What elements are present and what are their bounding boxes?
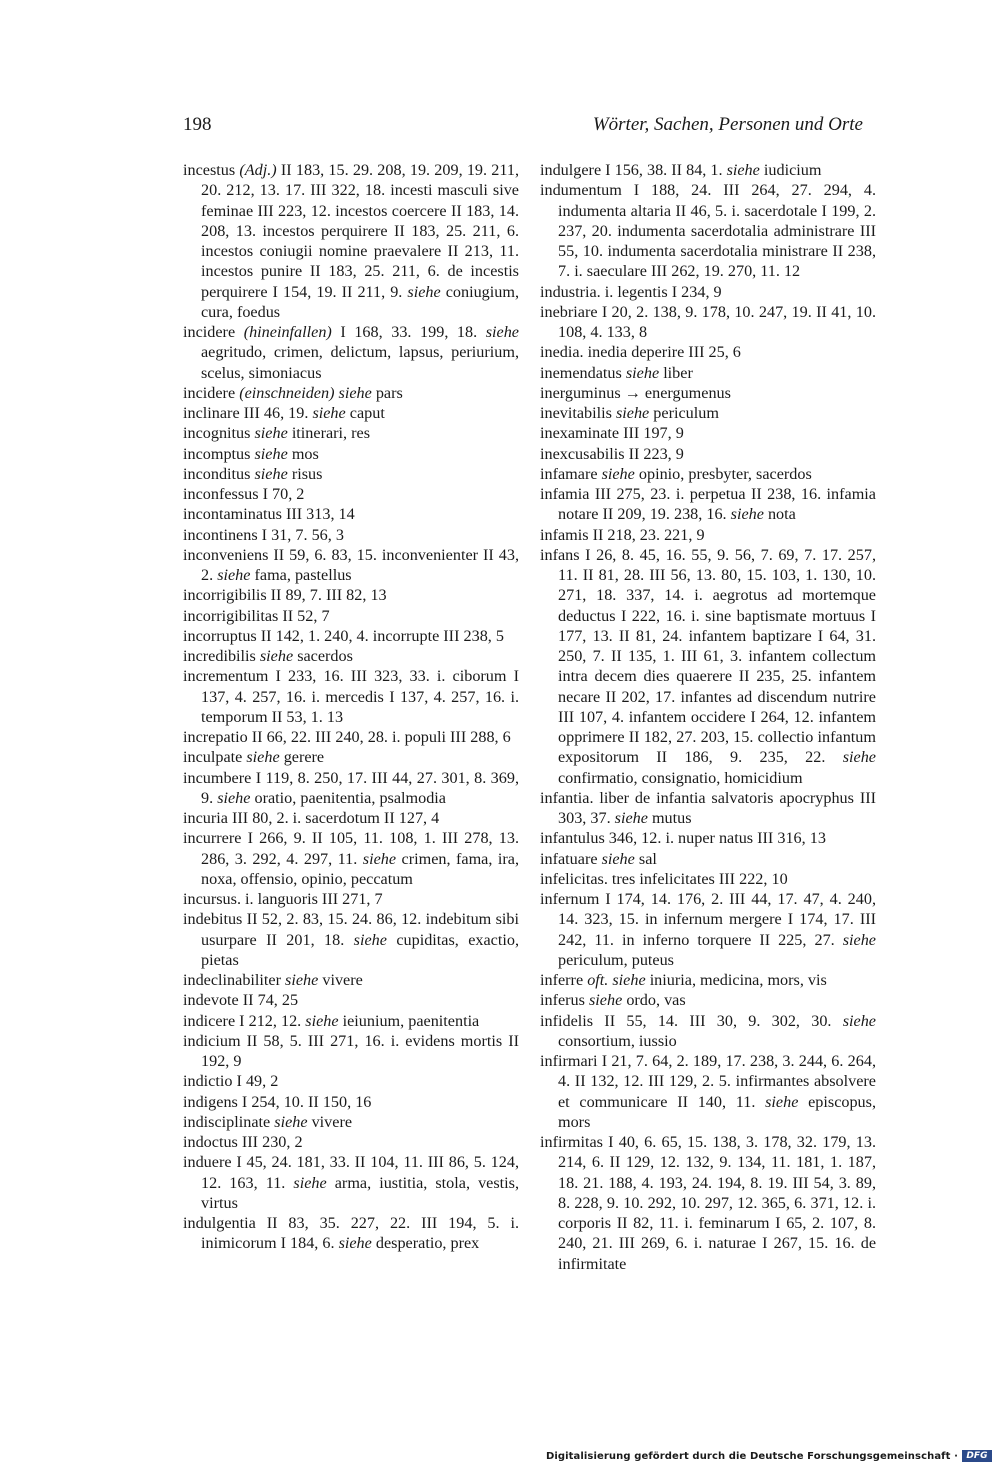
- index-entry: indumentum I 188, 24. III 264, 27. 294, 4. indumenta altaria II 46, 5. i. sacerdotale I 199, 2. 237, 20. indumenta sacerdotalia administrare III 55, 10. indumenta sacerdotalia ministrare II 238, 7. i. saeculare III 262, 19. 270, 11. 12: [540, 181, 876, 281]
- index-entry: inexaminate III 197, 9: [540, 424, 684, 443]
- index-entry: incestus (Adj.) II 183, 15. 29. 208, 19. 209, 19. 211, 20. 212, 13. 17. III 322, 18. incesti masculi sive feminae III 223, 12. incestos coercere II 183, 14. 208, 13. incestos perquirere II 183, 25. 211, 6. incestos coniugii nomine praevalere II 213, 11. incestos punire II 183, 25. 211, 6. de incestis perquirere I 154, 19. II 211, 9. siehe coniugium, cura, foedus: [183, 161, 520, 321]
- footer-text: Digitalisierung gefördert durch die Deutsche Forschungsgemeinschaft ·: [545, 1450, 958, 1462]
- index-entry: infans I 26, 8. 45, 16. 55, 9. 56, 7. 69, 7. 17. 257, 11. II 81, 28. III 56, 13. 80, 15. 103, 1. 130, 10. 271, 18. 337, 14. i. aegrotus ad mortemque deductus I 222, 16. i. sine baptismate mortuus I 177, 13. II 81, 24. infantem baptizare I 64, 31. 250, 7. II 135, 1. III 61, 3. infantem collectum intra decem dies quaerere II 235, 25. infantem necare II 202, 17. infantes ad discendum nutrire III 107, 4. infantem occidere I 264, 12. infantem opprimere II 182, 27. 203, 15. collectio infantum expositorum II 186, 9. 235, 22. siehe confirmatio, consignatio, homicidium: [540, 545, 876, 787]
- index-entry: infernum I 174, 14. 176, 2. III 44, 17. 47, 4. 240, 14. 323, 15. in infernum mergere I 174, 17. III 242, 11. in inferno torquere II 225, 27. siehe periculum, puteus: [540, 890, 876, 969]
- index-entry: incorruptus II 142, 1. 240, 4. incorrupte III 238, 5: [183, 626, 504, 645]
- index-entry: infantia. liber de infantia salvatoris apocryphus III 303, 37. siehe mutus: [540, 788, 876, 827]
- index-entry: infirmari I 21, 7. 64, 2. 189, 17. 238, 3. 244, 6. 264, 4. II 132, 12. III 129, 2. 5. infirmantes absolvere et communicare II 140, 11. siehe episcopus, mors: [540, 1052, 876, 1131]
- index-entry: incontinens I 31, 7. 56, 3: [183, 525, 344, 544]
- index-entry: infantulus 346, 12. i. nuper natus III 316, 13: [540, 829, 826, 848]
- index-entry: infirmitas I 40, 6. 65, 15. 138, 3. 178, 32. 179, 13. 214, 6. II 129, 12. 132, 9. 134, 11. 181, 1. 187, 18. 21. 188, 4. 193, 24. 194, 8. 19. III 54, 3. 89, 8. 228, 9. 10. 292, 10. 297, 12. 365, 6. 371, 12. i. corporis II 82, 11. i. feminarum I 65, 2. 107, 8. 240, 21. III 269, 6. i. naturae I 267, 15. 16. de infirmitate: [540, 1133, 876, 1273]
- index-entry: infelicitas. tres infelicitates III 222, 10: [540, 869, 788, 888]
- index-column-left: [183, 160, 519, 1254]
- index-entry: indeclinabiliter siehe vivere: [183, 971, 363, 989]
- page-header: [183, 114, 863, 144]
- index-entry: inconfessus I 70, 2: [183, 485, 305, 503]
- index-entry: inedia. inedia deperire III 25, 6: [540, 343, 741, 362]
- index-entry: inerguminus → energumenus: [540, 383, 731, 402]
- index-entry: incursus. i. languoris III 271, 7: [183, 890, 383, 908]
- index-entry: indulgere I 156, 38. II 84, 1. siehe iudicium: [540, 161, 822, 179]
- index-entry: incrementum I 233, 16. III 323, 33. i. ciborum I 137, 4. 257, 16. i. mercedis I 137, 4. 257, 16. i. temporum II 53, 1. 13: [183, 667, 519, 726]
- index-entry: incuria III 80, 2. i. sacerdotum II 127, 4: [183, 809, 440, 827]
- index-entry: indicere I 212, 12. siehe ieiunium, paenitentia: [183, 1011, 480, 1030]
- running-title: Wörter, Sachen, Personen und Orte: [592, 114, 863, 135]
- index-column-right: [540, 160, 876, 1274]
- index-entry: indevote II 74, 25: [183, 991, 299, 1010]
- index-entry: incidere (hineinfallen) I 168, 33. 199, 18. siehe aegritudo, crimen, delictum, lapsus, periurium, scelus, simoniacus: [183, 323, 519, 382]
- index-entry: incidere (einschneiden) siehe pars: [183, 383, 403, 402]
- index-entry: infamis II 218, 23. 221, 9: [540, 525, 705, 544]
- index-entry: inculpate siehe gerere: [183, 748, 325, 767]
- index-entry: inebriare I 20, 2. 138, 9. 178, 10. 247, 19. II 41, 10. 108, 4. 133, 8: [540, 302, 876, 341]
- index-entry: indictio I 49, 2: [183, 1072, 279, 1091]
- index-entry: infidelis II 55, 14. III 30, 9. 302, 30. siehe consortium, iussio: [540, 1011, 876, 1050]
- index-entry: infatuare siehe sal: [540, 849, 657, 868]
- index-entry: induere I 45, 24. 181, 33. II 104, 11. III 86, 5. 124, 12. 163, 11. siehe arma, iustitia, stola, vestis, virtus: [183, 1153, 519, 1212]
- index-entry: indisciplinate siehe vivere: [183, 1112, 353, 1131]
- index-entry: infamia III 275, 23. i. perpetua II 238, 16. infamia notare II 209, 19. 238, 16. siehe nota: [540, 485, 876, 524]
- index-entry: incontaminatus III 313, 14: [183, 505, 355, 524]
- index-entry: industria. i. legentis I 234, 9: [540, 282, 722, 301]
- index-entry: inferus siehe ordo, vas: [540, 991, 686, 1010]
- index-entry: inevitabilis siehe periculum: [540, 404, 719, 422]
- index-entry: incurrere I 266, 9. II 105, 11. 108, 1. III 278, 13. 286, 3. 292, 4. 297, 11. siehe crimen, fama, ira, noxa, offensio, opinio, peccatum: [183, 829, 519, 888]
- index-entry: incorrigibilitas II 52, 7: [183, 606, 330, 625]
- index-entry: inconditus siehe risus: [183, 464, 323, 483]
- index-entry: infamare siehe opinio, presbyter, sacerdos: [540, 464, 812, 483]
- index-entry: inferre oft. siehe iniuria, medicina, mors, vis: [540, 971, 827, 989]
- footer-credit: [546, 1450, 992, 1462]
- index-entry: incorrigibilis II 89, 7. III 82, 13: [183, 586, 387, 605]
- index-entry: indebitus II 52, 2. 83, 15. 24. 86, 12. indebitum sibi usurpare II 201, 18. siehe cupiditas, exactio, pietas: [183, 910, 520, 969]
- index-entry: incomptus siehe mos: [183, 444, 319, 463]
- index-entry: inemendatus siehe liber: [540, 363, 693, 382]
- index-entry: incognitus siehe itinerari, res: [183, 424, 371, 443]
- index-entry: incumbere I 119, 8. 250, 17. III 44, 27. 301, 8. 369, 9. siehe oratio, paenitentia, psalmodia: [183, 768, 519, 807]
- dfg-logo-icon: DFG: [962, 1450, 992, 1462]
- index-entry: indoctus III 230, 2: [183, 1133, 303, 1151]
- index-entry: indulgentia II 83, 35. 227, 22. III 194, 5. i. inimicorum I 184, 6. siehe desperatio, prex: [183, 1214, 519, 1253]
- index-entry: increpatio II 66, 22. III 240, 28. i. populi III 288, 6: [183, 728, 511, 746]
- index-entry: inexcusabilis II 223, 9: [540, 444, 684, 463]
- page-number: 198: [183, 114, 212, 135]
- index-entry: indigens I 254, 10. II 150, 16: [183, 1092, 372, 1111]
- index-entry: incredibilis siehe sacerdos: [183, 647, 353, 665]
- index-entry: inconveniens II 59, 6. 83, 15. inconvenienter II 43, 2. siehe fama, pastellus: [183, 545, 519, 584]
- index-entry: indicium II 58, 5. III 271, 16. i. evidens mortis II 192, 9: [183, 1031, 519, 1070]
- index-entry: inclinare III 46, 19. siehe caput: [183, 404, 385, 422]
